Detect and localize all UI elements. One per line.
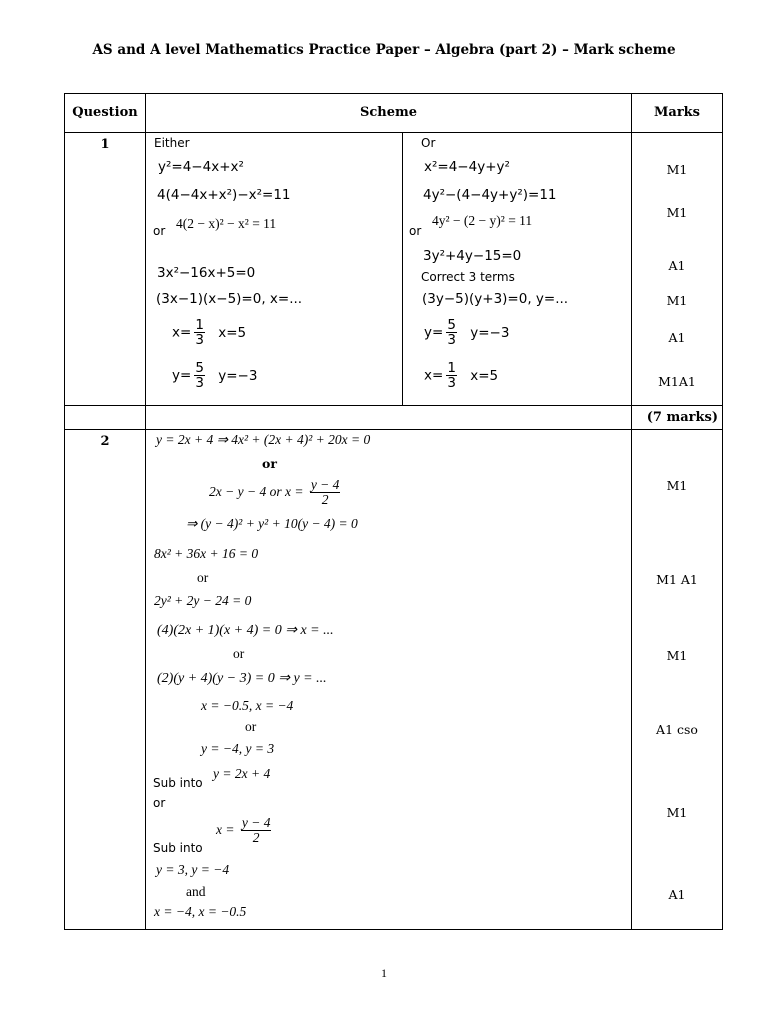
q2-sub-into-2-fraction: $\frac{y - 4}{2}$ [241,815,271,846]
q1-either-label: Either [154,136,190,150]
q1-total-marks: (7 marks) [646,410,718,425]
q2-line2: 2x − y − 4 or x = $\frac{y - 4}{2}$ [209,477,340,508]
q1-or-line5: (3y−5)(y+3)=0, y=... [422,291,569,307]
q2-line8: x = −0.5, x = −4 [201,698,294,713]
q1-either-line5: (3x−1)(x−5)=0, x=... [156,291,303,307]
q1-number: 1 [100,137,110,152]
table-q1-rule [64,405,722,406]
q2-sub-into-1-eq: y = 2x + 4 [213,766,271,781]
q2-mark-3: M1 [666,648,688,663]
q1-or-note: Correct 3 terms [421,270,515,284]
q1-either-line3: 4(2 − x)² − x² = 11 [176,216,277,231]
q1-or-y2: y=−3 [470,324,510,341]
table-header-rule [64,132,722,133]
header-scheme: Scheme [359,105,418,120]
q1-mark-6: M1A1 [658,374,696,389]
table-border-bottom [64,929,722,930]
q1-or-x-fraction: $\frac{1}{3}$ [447,360,456,392]
table-total-rule [64,429,722,430]
q1-either-y2: y=−3 [218,367,258,384]
q2-line7: (2)(y + 4)(y − 3) = 0 ⇒ y = ... [157,671,327,686]
q2-number: 2 [100,434,110,449]
q1-either-line2: 4(4−4x+x²)−x²=11 [157,187,291,203]
q1-either-x2: x=5 [218,324,247,341]
q2-line6: (4)(2x + 1)(x + 4) = 0 ⇒ x = ... [157,623,334,638]
q1-or-line3: 4y² − (2 − y)² = 11 [432,213,533,228]
q2-mark-6: A1 [668,887,686,902]
q1-or-or: or [409,224,422,238]
q1-either-x-fraction: $\frac{1}{3}$ [195,317,204,349]
q1-mark-1: M1 [666,162,688,177]
q2-sub-into-2-eq: x = $\frac{y - 4}{2}$ [216,815,271,846]
q1-or-line2: 4y²−(4−4y+y²)=11 [423,187,557,203]
q2-line3: ⇒ (y − 4)² + y² + 10(y − 4) = 0 [186,516,358,531]
q1-mark-5: A1 [668,330,686,345]
q1-or-x2: x=5 [470,367,499,384]
q2-line10: y = 3, y = −4 [156,862,230,877]
q1-either-y-fraction: $\frac{5}{3}$ [195,360,204,392]
q2-line2-fraction: $\frac{y - 4}{2}$ [310,477,340,508]
q1-or-label: Or [421,136,436,150]
q2-or-4: or [245,719,257,734]
q2-mark-2: M1 A1 [656,572,698,587]
q1-or-line1: x²=4−4y+y² [424,159,510,175]
header-marks: Marks [654,105,700,120]
q1-either-or-divider [402,132,403,405]
q2-line9: y = −4, y = 3 [201,741,275,756]
q1-or-y-fraction: $\frac{5}{3}$ [447,317,456,349]
q2-line11: x = −4, x = −0.5 [154,904,247,919]
q1-either-y-values [172,361,257,390]
q1-mark-3: A1 [668,258,686,273]
table-border-right [722,93,723,930]
q2-or-5: or [153,796,166,810]
q1-or-y-eq: y= [424,324,444,341]
q1-either-y-eq: y= [172,367,192,384]
q1-or-line4: 3y²+4y−15=0 [423,248,522,264]
table-border-left [64,93,65,930]
q2-line5: 2y² + 2y − 24 = 0 [154,593,252,608]
page-number: 1 [381,966,387,980]
q2-or-3: or [233,646,245,661]
q1-or-x-values [424,361,498,390]
q1-either-line1: y²=4−4x+x² [158,159,244,175]
header-question: Question [72,105,138,120]
q1-either-x-values [172,318,246,347]
q1-either-x-eq: x= [172,324,192,341]
q2-or-2: or [197,570,209,585]
table-border-top [64,93,722,94]
q1-either-or: or [153,224,166,238]
q2-or-1: or [262,456,277,471]
q2-sub-into-1: Sub into [153,776,203,790]
page-title: AS and A level Mathematics Practice Paper – Algebra (part 2) – Mark scheme [92,42,676,58]
q2-mark-4: A1 cso [656,722,698,737]
q2-sub-into-2: Sub into [153,841,203,855]
q2-line4: 8x² + 36x + 16 = 0 [154,546,259,561]
q2-line1: y = 2x + 4 ⇒ 4x² + (2x + 4)² + 20x = 0 [156,432,371,447]
q1-or-x-eq: x= [424,367,444,384]
table-col-divider-1 [145,93,146,930]
q1-or-y-values [424,318,509,347]
q2-and: and [186,884,206,899]
q2-mark-5: M1 [666,805,688,820]
q1-mark-2: M1 [666,205,688,220]
q1-mark-4: M1 [666,293,688,308]
q1-either-line4: 3x²−16x+5=0 [157,265,256,281]
q2-mark-1: M1 [666,478,688,493]
